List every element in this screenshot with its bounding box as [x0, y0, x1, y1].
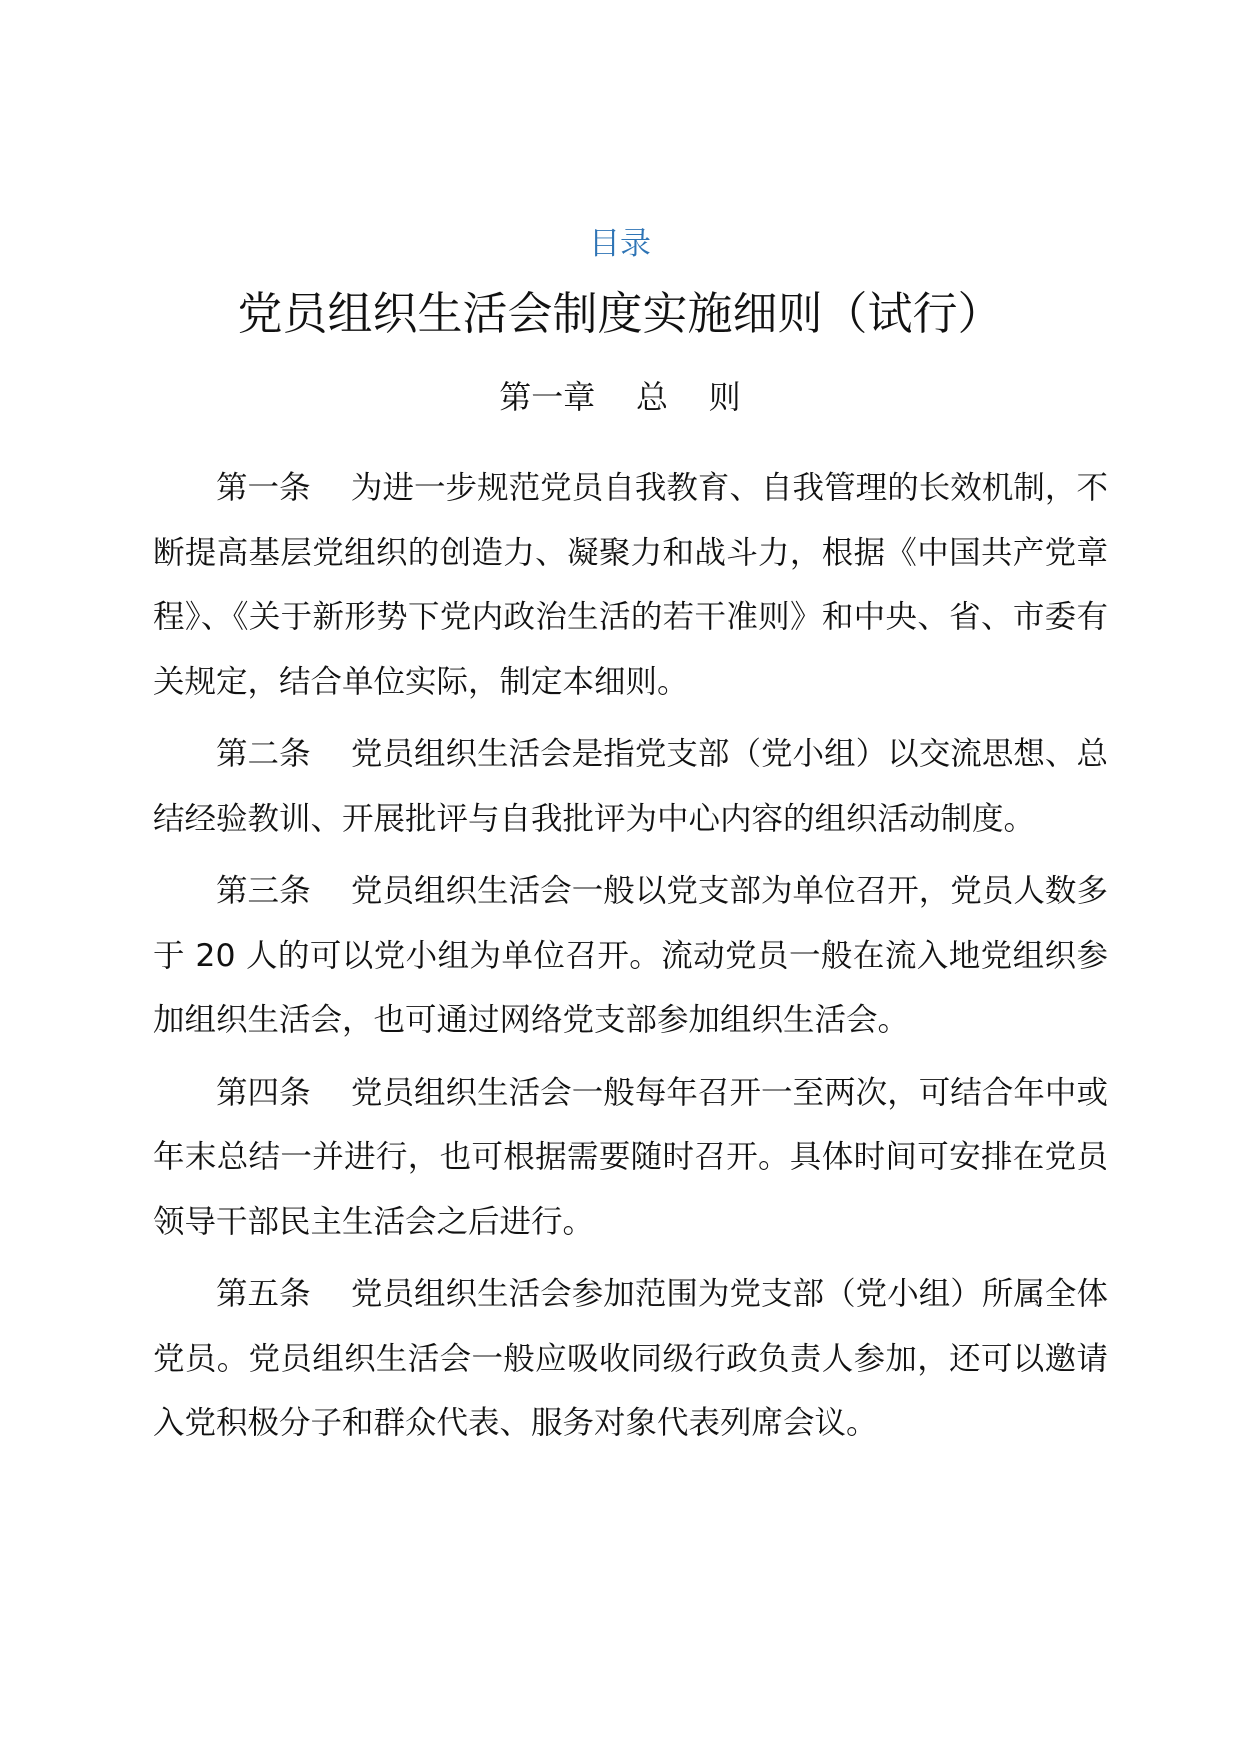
article-text: 党员组织生活会一般每年召开一至两次，可结合年中或年末总结一并进行，也可根据需要随时召开。具体时间可安排在党员领导干部民主生活会之后进行。: [153, 1074, 1108, 1240]
article-5: [153, 1262, 1108, 1456]
article-number: 第二条: [216, 736, 351, 772]
article-number: 第三条: [216, 873, 351, 909]
document-body: [153, 456, 1108, 1464]
article-text: 党员组织生活会一般以党支部为单位召开，党员人数多于 20 人的可以党小组为单位召开。流动党员一般在流入地党组织参加组织生活会，也可通过网络党支部参加组织生活会。: [153, 873, 1108, 1038]
article-text: 党员组织生活会参加范围为党支部（党小组）所属全体党员。党员组织生活会一般应吸收同级行政负责人参加，还可以邀请入党积极分子和群众代表、服务对象代表列席会议。: [153, 1276, 1108, 1441]
article-text: 党员组织生活会是指党支部（党小组）以交流思想、总结经验教训、开展批评与自我批评为中心内容的组织活动制度。: [153, 736, 1108, 837]
toc-link[interactable]: 目录: [589, 226, 651, 262]
document-title: 党员组织生活会制度实施细则（试行）: [237, 287, 1003, 340]
article-3: [153, 859, 1108, 1053]
article-1: [153, 456, 1108, 714]
chapter-heading: 第一章 总 则: [499, 378, 741, 416]
article-number: 第五条: [216, 1276, 351, 1312]
article-number: 第一条: [216, 470, 351, 506]
article-number: 第四条: [216, 1074, 351, 1111]
article-2: [153, 722, 1108, 851]
article-text: 为进一步规范党员自我教育、自我管理的长效机制，不断提高基层党组织的创造力、凝聚力和战斗力，根据《中国共产党章程》、《关于新形势下党内政治生活的若干准则》和中央、省、市委有关规定，结合单位实际，制定本细则。: [153, 470, 1108, 700]
article-4: [153, 1061, 1108, 1255]
